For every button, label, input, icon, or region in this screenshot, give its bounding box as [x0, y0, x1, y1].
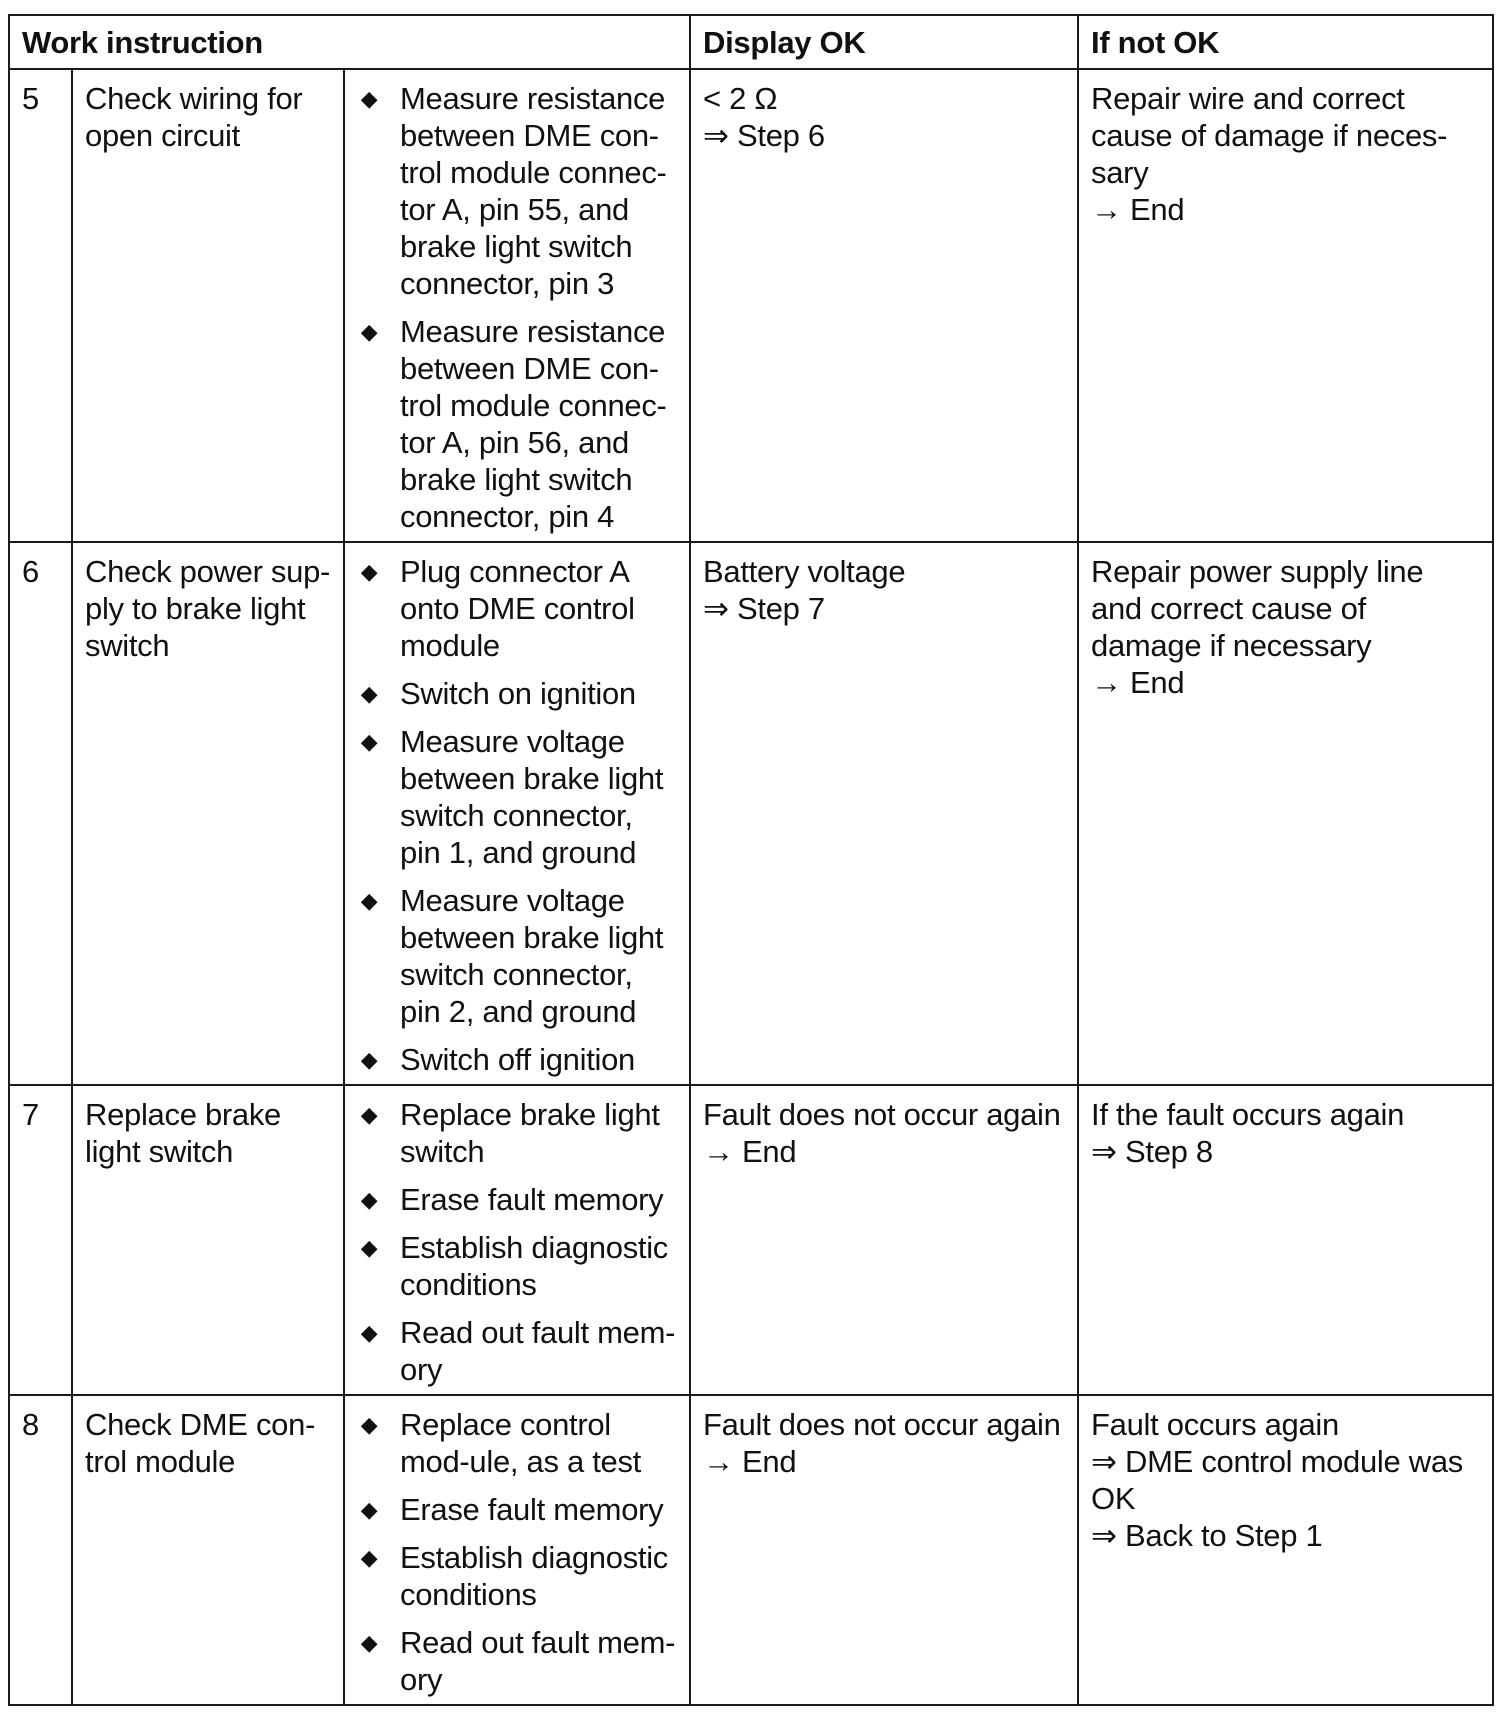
- diamond-bullet-icon: ◆: [360, 1545, 378, 1570]
- if-not-ok-line: If the fault occurs again: [1091, 1097, 1405, 1132]
- instruction-list: [355, 80, 679, 535]
- instruction-item: ◆ Replace control mod-ule, as a test: [360, 1407, 641, 1479]
- diamond-bullet-icon: ◆: [360, 86, 378, 111]
- instruction-list-cell: [344, 1085, 690, 1395]
- display-ok-line: Fault does not occur again: [703, 1407, 1061, 1442]
- display-ok-cell: [690, 1085, 1078, 1395]
- step-number: 5: [9, 69, 72, 542]
- diamond-bullet-icon: ◆: [360, 1412, 378, 1437]
- instruction-item: ◆ Measure resistance between DME con-trol module connec-tor A, pin 55, and brake light switch connector, pin 3: [360, 81, 667, 301]
- if-not-ok-line: ⇒ Back to Step 1: [1091, 1518, 1323, 1553]
- if-not-ok-cell: [1078, 542, 1493, 1085]
- header-work-instruction: Work instruction: [9, 15, 690, 69]
- diamond-bullet-icon: ◆: [360, 1235, 378, 1260]
- if-not-ok-line: ⇒ DME control module was OK: [1091, 1444, 1463, 1516]
- display-ok-line: Fault does not occur again: [703, 1097, 1061, 1132]
- table-row: [9, 1085, 1493, 1395]
- instruction-item: ◆ Plug connector A onto DME control module: [360, 554, 635, 663]
- step-number: 8: [9, 1395, 72, 1705]
- if-not-ok-line: Repair wire and correct cause of damage if neces-sary: [1091, 81, 1448, 190]
- instruction-list: [355, 1406, 679, 1698]
- instruction-item: ◆ Establish diagnostic conditions: [360, 1540, 668, 1612]
- instruction-list-cell: [344, 1395, 690, 1705]
- table-row: [9, 542, 1493, 1085]
- display-ok-line: → End: [703, 1444, 797, 1479]
- display-ok-line: ⇒ Step 7: [703, 591, 825, 626]
- instruction-list: [355, 553, 679, 1078]
- step-action: Check power sup-ply to brake light switch: [72, 542, 344, 1085]
- instruction-list: [355, 1096, 679, 1388]
- instruction-item: ◆ Measure resistance between DME con-trol module connec-tor A, pin 56, and brake light switch connector, pin 4: [360, 314, 667, 534]
- display-ok-line: Battery voltage: [703, 554, 906, 589]
- instruction-list-cell: [344, 69, 690, 542]
- table-row: [9, 69, 1493, 542]
- step-number: 6: [9, 542, 72, 1085]
- step-action: Check DME con-trol module: [72, 1395, 344, 1705]
- header-display-ok: Display OK: [690, 15, 1078, 69]
- diamond-bullet-icon: ◆: [360, 1497, 378, 1522]
- diamond-bullet-icon: ◆: [360, 559, 378, 584]
- instruction-item: ◆ Establish diagnostic conditions: [360, 1230, 668, 1302]
- header-if-not-ok: If not OK: [1078, 15, 1493, 69]
- diamond-bullet-icon: ◆: [360, 888, 378, 913]
- step-number: 7: [9, 1085, 72, 1395]
- diamond-bullet-icon: ◆: [360, 1630, 378, 1655]
- if-not-ok-cell: [1078, 1085, 1493, 1395]
- instruction-item: ◆ Measure voltage between brake light switch connector, pin 1, and ground: [360, 724, 664, 870]
- display-ok-line: ⇒ Step 6: [703, 118, 825, 153]
- if-not-ok-cell: [1078, 69, 1493, 542]
- display-ok-cell: [690, 542, 1078, 1085]
- diamond-bullet-icon: ◆: [360, 1320, 378, 1345]
- step-action: Check wiring for open circuit: [72, 69, 344, 542]
- instruction-item: ◆ Measure voltage between brake light switch connector, pin 2, and ground: [360, 883, 664, 1029]
- instruction-item: ◆ Erase fault memory: [360, 1182, 664, 1217]
- instruction-item: ◆ Switch off ignition: [360, 1042, 635, 1077]
- diamond-bullet-icon: ◆: [360, 729, 378, 754]
- step-action: Replace brake light switch: [72, 1085, 344, 1395]
- diamond-bullet-icon: ◆: [360, 319, 378, 344]
- instruction-item: ◆ Replace brake light switch: [360, 1097, 660, 1169]
- if-not-ok-line: ⇒ Step 8: [1091, 1134, 1213, 1169]
- display-ok-cell: [690, 1395, 1078, 1705]
- if-not-ok-line: → End: [1091, 192, 1185, 227]
- if-not-ok-cell: [1078, 1395, 1493, 1705]
- diamond-bullet-icon: ◆: [360, 1102, 378, 1127]
- display-ok-line: → End: [703, 1134, 797, 1169]
- diamond-bullet-icon: ◆: [360, 681, 378, 706]
- if-not-ok-line: → End: [1091, 665, 1185, 700]
- instruction-list-cell: [344, 542, 690, 1085]
- display-ok-line: < 2 Ω: [703, 81, 778, 116]
- work-instruction-table: [8, 14, 1494, 1706]
- instruction-item: ◆ Switch on ignition: [360, 676, 636, 711]
- display-ok-cell: [690, 69, 1078, 542]
- instruction-item: ◆ Erase fault memory: [360, 1492, 664, 1527]
- table-row: [9, 1395, 1493, 1705]
- diamond-bullet-icon: ◆: [360, 1187, 378, 1212]
- header-row: [9, 15, 1493, 69]
- diamond-bullet-icon: ◆: [360, 1047, 378, 1072]
- instruction-item: ◆ Read out fault mem-ory: [360, 1315, 676, 1387]
- instruction-item: ◆ Read out fault mem-ory: [360, 1625, 676, 1697]
- if-not-ok-line: Fault occurs again: [1091, 1407, 1339, 1442]
- if-not-ok-line: Repair power supply line and correct cause of damage if necessary: [1091, 554, 1424, 663]
